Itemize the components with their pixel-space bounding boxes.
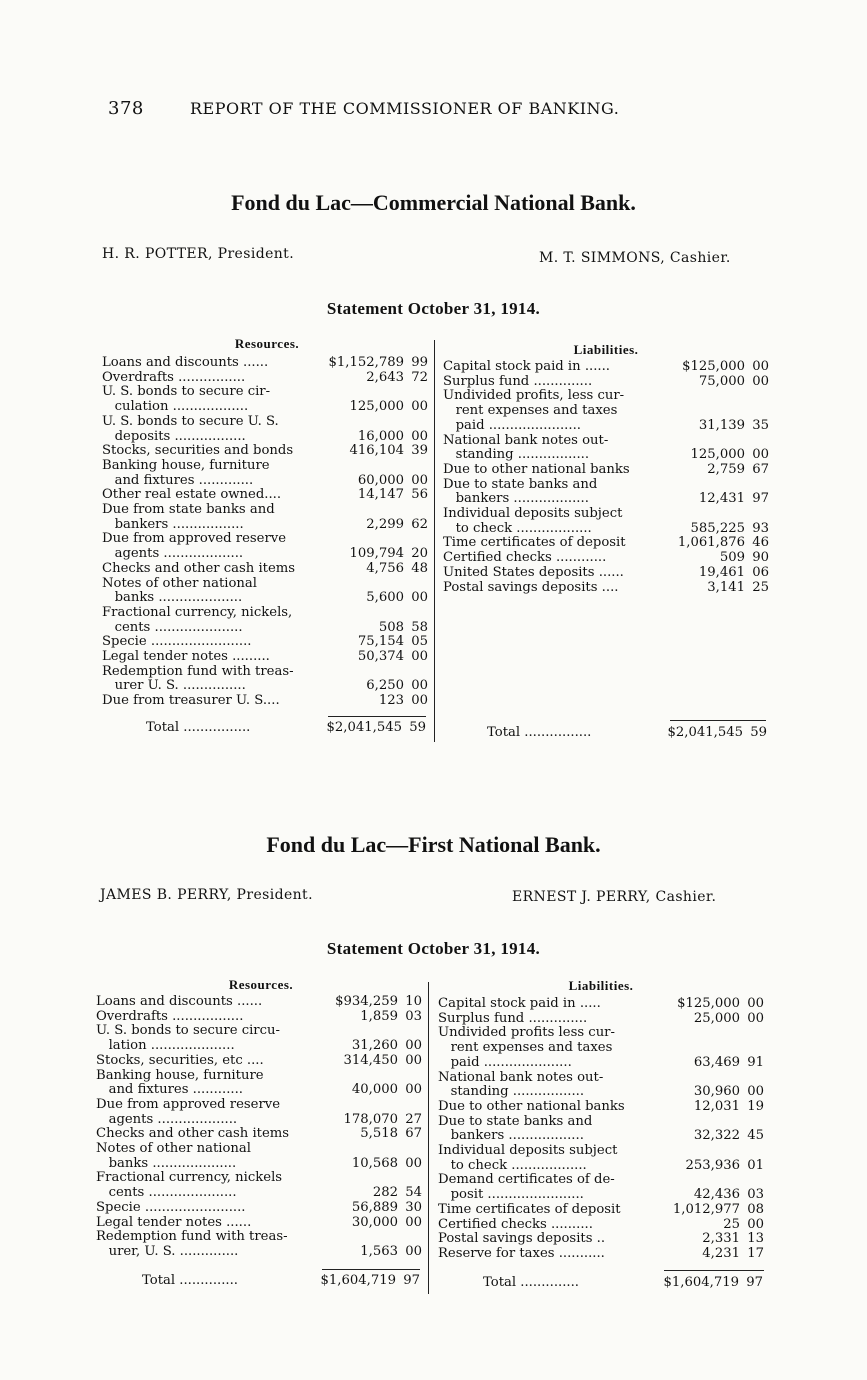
row-amount: 40,000 bbox=[351, 1082, 398, 1098]
row-amount: 56,889 bbox=[351, 1199, 398, 1215]
statement-date: Statement October 31, 1914. bbox=[326, 299, 541, 318]
row-cents: 67 bbox=[752, 461, 769, 477]
row-amount: 125,000 bbox=[690, 447, 745, 463]
row-cents: 03 bbox=[747, 1187, 764, 1203]
row-cents: 97 bbox=[752, 491, 769, 507]
resources-total bbox=[146, 720, 426, 735]
liability-row bbox=[438, 1085, 764, 1100]
liability-row bbox=[438, 1041, 764, 1056]
row-label: rent expenses and taxes bbox=[438, 1041, 613, 1056]
resource-row bbox=[102, 400, 428, 415]
row-cents: 62 bbox=[411, 516, 428, 532]
row-amount: 60,000 bbox=[357, 472, 404, 488]
liability-row bbox=[438, 1203, 764, 1218]
resource-row bbox=[96, 1186, 422, 1201]
liability-row bbox=[438, 1129, 764, 1144]
resource-row bbox=[102, 518, 428, 533]
row-label: U. S. bonds to secure U. S. bbox=[102, 414, 279, 429]
row-cents: 56 bbox=[411, 487, 428, 503]
row-label: Due to state banks and bbox=[443, 477, 598, 492]
row-cents: 06 bbox=[752, 564, 769, 580]
resource-row bbox=[102, 503, 428, 518]
resource-row bbox=[102, 385, 428, 400]
row-cents: 00 bbox=[405, 1052, 422, 1068]
row-amount: 1,859 bbox=[360, 1008, 398, 1024]
resource-row bbox=[96, 1069, 422, 1084]
resource-row bbox=[102, 665, 428, 680]
row-label: Specie ........................ bbox=[96, 1200, 246, 1215]
row-label: bankers .................. bbox=[438, 1129, 584, 1144]
row-label: Banking house, furniture bbox=[96, 1068, 264, 1083]
row-label: Certified checks .......... bbox=[438, 1217, 593, 1232]
resource-row bbox=[102, 606, 428, 621]
running-head bbox=[108, 98, 708, 119]
row-amount: $934,259 bbox=[335, 994, 398, 1009]
row-label: Overdrafts ................. bbox=[96, 1009, 244, 1024]
resource-row bbox=[102, 694, 428, 709]
row-amount: 314,450 bbox=[343, 1052, 398, 1068]
row-label: Due to state banks and bbox=[438, 1114, 593, 1129]
row-label: Banking house, furniture bbox=[102, 458, 270, 473]
resource-row bbox=[96, 1127, 422, 1142]
row-amount: 63,469 bbox=[693, 1054, 740, 1070]
bank-title: Fond du Lac—First National Bank. bbox=[266, 832, 601, 857]
row-cents: 00 bbox=[411, 399, 428, 415]
row-label: banks .................... bbox=[102, 591, 243, 606]
row-label: National bank notes out- bbox=[438, 1070, 604, 1085]
row-cents: 00 bbox=[405, 1155, 422, 1171]
row-label: Checks and other cash items bbox=[102, 561, 296, 576]
row-label: paid ..................... bbox=[438, 1055, 572, 1070]
row-cents: 00 bbox=[405, 1082, 422, 1098]
row-label: Due from treasurer U. S.... bbox=[102, 694, 280, 709]
liability-row bbox=[443, 507, 769, 522]
resource-row bbox=[102, 562, 428, 577]
resource-row bbox=[96, 995, 422, 1010]
row-cents: 54 bbox=[405, 1185, 422, 1201]
liability-row bbox=[443, 375, 769, 390]
total-amount: $2,041,545 bbox=[667, 725, 743, 740]
resource-row bbox=[96, 1083, 422, 1098]
row-label: deposits ................. bbox=[102, 429, 246, 444]
total-rule bbox=[670, 720, 766, 721]
row-label: Individual deposits subject bbox=[438, 1144, 618, 1159]
row-label: Capital stock paid in ...... bbox=[443, 360, 610, 374]
row-cents: 10 bbox=[405, 994, 422, 1009]
row-amount: 10,568 bbox=[351, 1155, 398, 1171]
resource-row bbox=[102, 488, 428, 503]
row-amount: 508 bbox=[378, 619, 404, 635]
row-cents: 01 bbox=[747, 1157, 764, 1173]
total-label: Total ................ bbox=[487, 725, 592, 740]
row-label: Stocks, securities, etc .... bbox=[96, 1053, 264, 1068]
liability-row bbox=[443, 419, 769, 434]
row-label: Time certificates of deposit bbox=[443, 536, 626, 551]
resource-row bbox=[96, 1098, 422, 1113]
row-label: rent expenses and taxes bbox=[443, 404, 618, 419]
row-label: posit ....................... bbox=[438, 1188, 584, 1203]
liabilities-total bbox=[483, 1275, 763, 1290]
row-amount: 416,104 bbox=[349, 443, 404, 459]
liability-row bbox=[438, 997, 764, 1012]
row-label: Stocks, securities and bonds bbox=[102, 444, 294, 459]
resource-row bbox=[96, 1113, 422, 1128]
row-label: Postal savings deposits .... bbox=[443, 580, 619, 595]
resource-row bbox=[96, 1054, 422, 1069]
liability-row bbox=[443, 404, 769, 419]
total-rule bbox=[328, 716, 426, 717]
resource-row bbox=[102, 679, 428, 694]
liability-row bbox=[443, 492, 769, 507]
resources-column bbox=[102, 356, 428, 709]
row-label: agents ................... bbox=[96, 1112, 238, 1127]
row-amount: 5,600 bbox=[366, 590, 404, 606]
row-amount: 12,431 bbox=[698, 491, 745, 507]
liability-row bbox=[438, 1056, 764, 1071]
row-cents: 19 bbox=[747, 1098, 764, 1114]
row-cents: 00 bbox=[747, 1216, 764, 1232]
resource-row bbox=[102, 547, 428, 562]
liability-row bbox=[443, 522, 769, 537]
resource-row bbox=[102, 444, 428, 459]
resource-row bbox=[102, 577, 428, 592]
row-label: Checks and other cash items bbox=[96, 1127, 290, 1142]
row-label: standing ................. bbox=[443, 448, 590, 463]
row-amount: 585,225 bbox=[690, 520, 745, 536]
row-amount: 1,061,876 bbox=[677, 535, 745, 551]
liabilities-column bbox=[443, 360, 769, 595]
row-amount: 12,031 bbox=[693, 1098, 740, 1114]
total-cents: 59 bbox=[409, 720, 426, 735]
row-cents: 72 bbox=[411, 369, 428, 385]
row-amount: 509 bbox=[719, 550, 745, 566]
row-amount: 109,794 bbox=[349, 546, 404, 562]
row-cents: 00 bbox=[411, 590, 428, 606]
total-amount: $1,604,719 bbox=[663, 1275, 739, 1290]
row-label: and fixtures ............ bbox=[96, 1083, 243, 1098]
running-title: REPORT OF THE COMMISSIONER OF BANKING. bbox=[190, 99, 620, 118]
row-label: and fixtures ............. bbox=[102, 473, 254, 488]
total-cents: 97 bbox=[403, 1273, 420, 1288]
liability-row bbox=[443, 434, 769, 449]
page-number: 378 bbox=[108, 98, 144, 119]
row-amount: 178,070 bbox=[343, 1111, 398, 1127]
resources-heading: Resources. bbox=[228, 977, 294, 992]
resource-row bbox=[102, 474, 428, 489]
row-amount: 25,000 bbox=[693, 1010, 740, 1026]
total-cents: 59 bbox=[750, 725, 767, 740]
liability-row bbox=[438, 1159, 764, 1174]
resources-column bbox=[96, 995, 422, 1260]
row-amount: 19,461 bbox=[698, 564, 745, 580]
row-cents: 67 bbox=[405, 1126, 422, 1142]
row-amount: 32,322 bbox=[693, 1128, 740, 1144]
row-label: urer U. S. ............... bbox=[102, 679, 246, 694]
row-amount: 75,000 bbox=[698, 373, 745, 389]
resource-row bbox=[102, 635, 428, 650]
row-label: Notes of other national bbox=[102, 576, 257, 591]
row-label: Postal savings deposits .. bbox=[438, 1232, 606, 1247]
row-label: Legal tender notes ...... bbox=[96, 1215, 252, 1230]
row-cents: 00 bbox=[747, 1010, 764, 1026]
row-cents: 91 bbox=[747, 1054, 764, 1070]
row-label: Demand certificates of de- bbox=[438, 1173, 615, 1188]
row-cents: 39 bbox=[411, 443, 428, 459]
row-cents: 00 bbox=[752, 447, 769, 463]
row-amount: $125,000 bbox=[677, 996, 740, 1011]
row-label: Due from state banks and bbox=[102, 503, 275, 518]
row-cents: 58 bbox=[411, 619, 428, 635]
row-amount: $125,000 bbox=[682, 359, 745, 374]
row-cents: 00 bbox=[411, 693, 428, 709]
liability-row bbox=[438, 1012, 764, 1027]
row-label: to check .................. bbox=[443, 521, 592, 536]
row-cents: 00 bbox=[411, 649, 428, 665]
resource-row bbox=[102, 459, 428, 474]
row-cents: 00 bbox=[405, 1214, 422, 1230]
row-label: cents ..................... bbox=[96, 1186, 237, 1201]
row-amount: 30,960 bbox=[693, 1084, 740, 1100]
row-label: lation .................... bbox=[96, 1039, 235, 1054]
resource-row bbox=[102, 621, 428, 636]
row-cents: 00 bbox=[405, 1038, 422, 1054]
row-label: bankers .................. bbox=[443, 492, 589, 507]
row-label: banks .................... bbox=[96, 1156, 237, 1171]
resource-row bbox=[102, 430, 428, 445]
row-label: agents ................... bbox=[102, 547, 244, 562]
liability-row bbox=[438, 1173, 764, 1188]
row-amount: 4,231 bbox=[702, 1245, 740, 1261]
liability-row bbox=[438, 1026, 764, 1041]
row-cents: 99 bbox=[411, 355, 428, 370]
resource-row bbox=[102, 532, 428, 547]
row-amount: 2,299 bbox=[366, 516, 404, 532]
column-divider bbox=[434, 340, 435, 742]
row-label: Fractional currency, nickels bbox=[96, 1171, 283, 1186]
row-label: Time certificates of deposit bbox=[438, 1202, 621, 1217]
liabilities-total bbox=[487, 725, 767, 740]
resource-row bbox=[102, 591, 428, 606]
row-cents: 00 bbox=[747, 996, 764, 1011]
row-label: Reserve for taxes ........... bbox=[438, 1246, 605, 1261]
total-amount: $2,041,545 bbox=[326, 720, 402, 735]
row-amount: 6,250 bbox=[366, 678, 404, 694]
row-label: Undivided profits less cur- bbox=[438, 1026, 615, 1041]
row-label: Due to other national banks bbox=[438, 1099, 625, 1114]
row-cents: 20 bbox=[411, 546, 428, 562]
president: H. R. POTTER, President. bbox=[102, 246, 295, 262]
row-amount: 5,518 bbox=[360, 1126, 398, 1142]
row-amount: 75,154 bbox=[357, 634, 404, 650]
row-label: Loans and discounts ...... bbox=[96, 995, 263, 1009]
total-rule bbox=[664, 1270, 764, 1271]
row-amount: 25 bbox=[723, 1216, 740, 1232]
row-amount: 123 bbox=[378, 693, 404, 709]
liabilities-column bbox=[438, 997, 764, 1262]
row-amount: 1,012,977 bbox=[672, 1201, 740, 1217]
president: JAMES B. PERRY, President. bbox=[100, 887, 313, 903]
resources-total bbox=[142, 1273, 420, 1288]
resource-row bbox=[96, 1142, 422, 1157]
resource-row bbox=[102, 356, 428, 371]
row-label: Legal tender notes ......... bbox=[102, 650, 270, 665]
liabilities-heading: Liabilities. bbox=[573, 342, 639, 357]
cashier: M. T. SIMMONS, Cashier. bbox=[539, 250, 731, 266]
row-label: bankers ................. bbox=[102, 517, 244, 532]
row-cents: 00 bbox=[752, 373, 769, 389]
liability-row bbox=[443, 360, 769, 375]
row-amount: 16,000 bbox=[357, 428, 404, 444]
row-label: Individual deposits subject bbox=[443, 507, 623, 522]
row-label: Other real estate owned.... bbox=[102, 488, 282, 503]
row-label: Fractional currency, nickels, bbox=[102, 605, 293, 620]
row-amount: 3,141 bbox=[707, 579, 745, 595]
liability-row bbox=[438, 1188, 764, 1203]
row-cents: 46 bbox=[752, 535, 769, 551]
liability-row bbox=[438, 1218, 764, 1233]
row-amount: 282 bbox=[372, 1185, 398, 1201]
row-cents: 35 bbox=[752, 417, 769, 433]
liability-row bbox=[438, 1071, 764, 1086]
resource-row bbox=[102, 415, 428, 430]
column-divider bbox=[428, 982, 429, 1294]
liability-row bbox=[438, 1144, 764, 1159]
row-cents: 00 bbox=[752, 359, 769, 374]
row-amount: 2,643 bbox=[366, 369, 404, 385]
row-amount: 14,147 bbox=[357, 487, 404, 503]
row-amount: 50,374 bbox=[357, 649, 404, 665]
row-cents: 13 bbox=[747, 1231, 764, 1247]
row-cents: 00 bbox=[411, 428, 428, 444]
resource-row bbox=[96, 1201, 422, 1216]
row-label: Overdrafts ................ bbox=[102, 370, 246, 385]
row-cents: 03 bbox=[405, 1008, 422, 1024]
liability-row bbox=[443, 389, 769, 404]
total-cents: 97 bbox=[746, 1275, 763, 1290]
bank-title: Fond du Lac—Commercial National Bank. bbox=[231, 190, 636, 215]
resource-row bbox=[102, 371, 428, 386]
row-label: standing ................. bbox=[438, 1085, 585, 1100]
row-label: U. S. bonds to secure cir- bbox=[102, 385, 271, 400]
liability-row bbox=[443, 463, 769, 478]
row-cents: 27 bbox=[405, 1111, 422, 1127]
row-label: Surplus fund .............. bbox=[438, 1011, 588, 1026]
row-label: National bank notes out- bbox=[443, 433, 609, 448]
row-label: Undivided profits, less cur- bbox=[443, 389, 625, 404]
row-amount: 1,563 bbox=[360, 1243, 398, 1259]
row-amount: 31,260 bbox=[351, 1038, 398, 1054]
resource-row bbox=[96, 1010, 422, 1025]
row-amount: 125,000 bbox=[349, 399, 404, 415]
row-amount: 253,936 bbox=[685, 1157, 740, 1173]
cashier: ERNEST J. PERRY, Cashier. bbox=[512, 889, 717, 905]
row-label: paid ...................... bbox=[443, 418, 581, 433]
resources-heading: Resources. bbox=[234, 336, 300, 351]
row-label: U. S. bonds to secure circu- bbox=[96, 1024, 280, 1039]
row-cents: 93 bbox=[752, 520, 769, 536]
row-amount: 4,756 bbox=[366, 560, 404, 576]
resource-row bbox=[96, 1024, 422, 1039]
liability-row bbox=[438, 1247, 764, 1262]
row-cents: 00 bbox=[411, 678, 428, 694]
row-label: Capital stock paid in ..... bbox=[438, 997, 601, 1011]
total-amount: $1,604,719 bbox=[320, 1273, 396, 1288]
row-cents: 00 bbox=[405, 1243, 422, 1259]
resource-row bbox=[96, 1216, 422, 1231]
liability-row bbox=[443, 448, 769, 463]
resource-row bbox=[96, 1230, 422, 1245]
total-rule bbox=[322, 1269, 420, 1270]
row-cents: 90 bbox=[752, 550, 769, 566]
row-amount: 2,759 bbox=[707, 461, 745, 477]
row-label: to check .................. bbox=[438, 1158, 587, 1173]
row-label: Surplus fund .............. bbox=[443, 374, 593, 389]
liability-row bbox=[443, 478, 769, 493]
row-label: United States deposits ...... bbox=[443, 565, 624, 580]
row-cents: 05 bbox=[411, 634, 428, 650]
row-amount: 2,331 bbox=[702, 1231, 740, 1247]
row-label: cents ..................... bbox=[102, 620, 243, 635]
statement-date: Statement October 31, 1914. bbox=[326, 939, 541, 958]
row-amount: 31,139 bbox=[698, 417, 745, 433]
liability-row bbox=[438, 1100, 764, 1115]
row-cents: 25 bbox=[752, 579, 769, 595]
row-amount: $1,152,789 bbox=[328, 355, 404, 370]
row-cents: 45 bbox=[747, 1128, 764, 1144]
row-label: Specie ........................ bbox=[102, 635, 252, 650]
resource-row bbox=[96, 1039, 422, 1054]
row-label: Redemption fund with treas- bbox=[102, 664, 294, 679]
row-label: Redemption fund with treas- bbox=[96, 1230, 288, 1245]
total-label: Total ................ bbox=[146, 720, 251, 735]
row-cents: 17 bbox=[747, 1245, 764, 1261]
row-label: Due from approved reserve bbox=[96, 1097, 281, 1112]
liability-row bbox=[443, 566, 769, 581]
row-label: culation .................. bbox=[102, 400, 249, 415]
liability-row bbox=[443, 581, 769, 596]
total-label: Total .............. bbox=[142, 1273, 238, 1288]
resource-row bbox=[102, 650, 428, 665]
row-label: Notes of other national bbox=[96, 1142, 251, 1157]
row-label: Due from approved reserve bbox=[102, 532, 287, 547]
row-amount: 30,000 bbox=[351, 1214, 398, 1230]
liability-row bbox=[438, 1232, 764, 1247]
liabilities-heading: Liabilities. bbox=[568, 978, 634, 993]
row-cents: 08 bbox=[747, 1201, 764, 1217]
resource-row bbox=[96, 1245, 422, 1260]
row-label: Loans and discounts ...... bbox=[102, 356, 269, 370]
total-label: Total .............. bbox=[483, 1275, 579, 1290]
row-cents: 00 bbox=[411, 472, 428, 488]
row-label: Certified checks ............ bbox=[443, 551, 607, 566]
row-label: urer, U. S. .............. bbox=[96, 1244, 239, 1259]
liability-row bbox=[438, 1115, 764, 1130]
resource-row bbox=[96, 1171, 422, 1186]
row-cents: 00 bbox=[747, 1084, 764, 1100]
row-cents: 30 bbox=[405, 1199, 422, 1215]
liability-row bbox=[443, 536, 769, 551]
row-label: Due to other national banks bbox=[443, 462, 630, 477]
row-cents: 48 bbox=[411, 560, 428, 576]
row-amount: 42,436 bbox=[693, 1187, 740, 1203]
liability-row bbox=[443, 551, 769, 566]
resource-row bbox=[96, 1157, 422, 1172]
